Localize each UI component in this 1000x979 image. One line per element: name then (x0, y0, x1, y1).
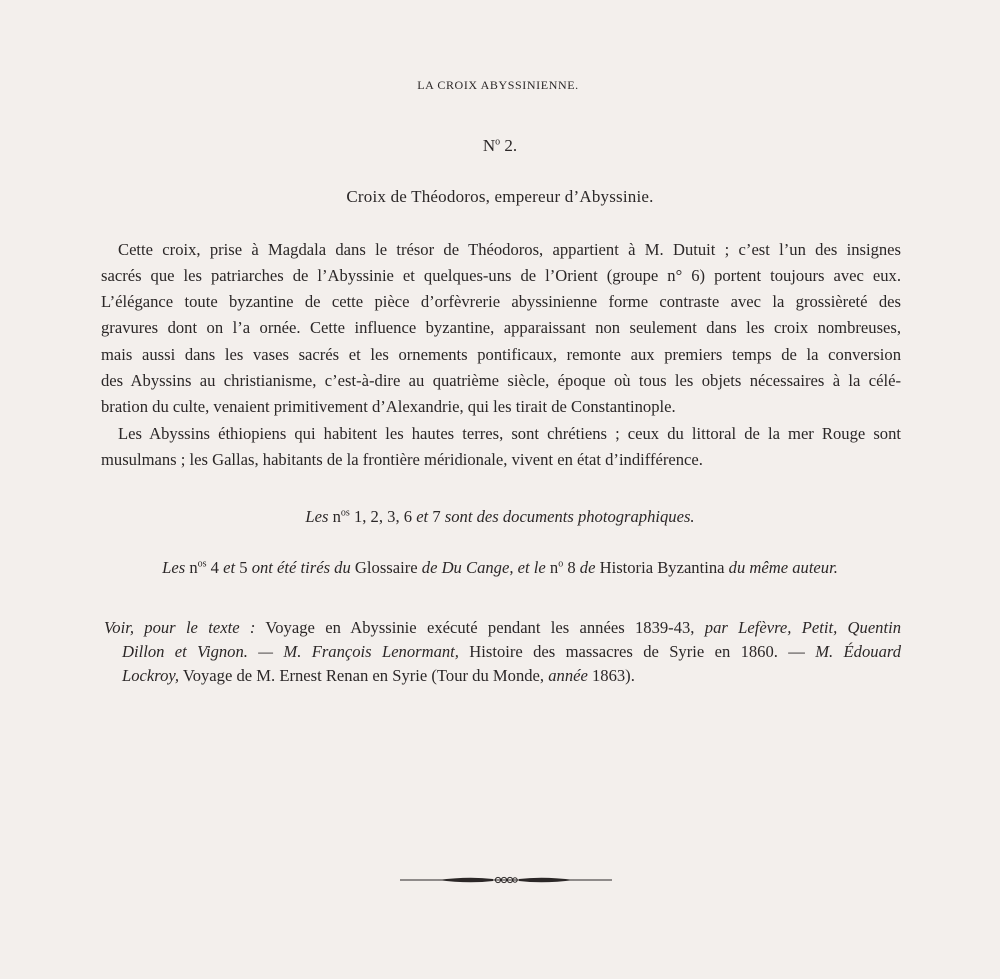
number-prefix: N (482, 136, 496, 155)
italic-text: sont des documents photographiques. (444, 507, 695, 526)
running-header: LA CROIX ABYSSINIENNE. (417, 78, 579, 92)
italic-text: année (548, 666, 588, 685)
italic-text: M. Édouard (815, 642, 901, 661)
plate-title: Croix de Théodoros, empereur d’Abyssinie. (346, 187, 654, 206)
italic-text: et (416, 507, 429, 526)
text-line: musulmans ; les Gallas, habitants de la frontière méridionale, vivent en état d’indifférence. (101, 450, 703, 469)
text-line: Cette croix, prise à Magdala dans le trésor de Théodoros, appartient à M. Dutuit ; c’est l’un des insignes (118, 240, 901, 259)
roman-text: n (332, 507, 341, 526)
roman-text: 8 (563, 558, 580, 577)
roman-text: 5 (235, 558, 252, 577)
plate-number (0, 136, 1000, 156)
roman-text: 1, 2, 3, 6 (349, 507, 417, 526)
ornament-divider-icon (398, 872, 614, 888)
reference-line (122, 666, 901, 686)
italic-text: par Lefèvre, Petit, Quentin (704, 618, 901, 637)
text-line: L’élégance toute byzantine de cette pièce d’orfèvrerie abyssinienne forme contraste avec la grossièreté des (101, 292, 901, 311)
roman-text: Glossaire (350, 558, 422, 577)
superscript: o (558, 558, 564, 570)
number-value: 2. (500, 136, 518, 155)
roman-text: n (189, 558, 198, 577)
roman-text: Histoire des massacres de Syrie en 1860. — (458, 642, 816, 661)
superscript: os (340, 507, 350, 519)
superscript: os (197, 558, 207, 570)
note-du-cange-sources (0, 558, 1000, 578)
text-line: bration du culte, venaient primitivement d’Alexandrie, qui les tirait de Constantinople. (101, 397, 676, 416)
text-line: mais aussi dans les vases sacrés et les ornements pontificaux, remonte aux premiers temps de la conversion (101, 345, 901, 364)
number-superscript: o (495, 136, 501, 148)
italic-text: Voir, pour le texte : (104, 618, 256, 637)
text-line: Les Abyssins éthiopiens qui habitent les hautes terres, sont chrétiens ; ceux du littoral de la mer Rouge sont (118, 424, 901, 443)
text-line: sacrés que les patriarches de l’Abyssinie et quelques-uns de l’Orient (groupe n° 6) portent toujours avec eux. (101, 266, 901, 285)
italic-text: Dillon et Vignon. — M. François Lenormant, (122, 642, 459, 661)
italic-text: du même auteur. (728, 558, 838, 577)
roman-text: 7 (428, 507, 445, 526)
roman-text: 1863). (587, 666, 635, 685)
italic-text: Les (162, 558, 190, 577)
reference-line (104, 618, 901, 638)
reference-line (122, 642, 901, 662)
italic-text: et (223, 558, 236, 577)
italic-text: ont été tirés du (251, 558, 351, 577)
italic-text: de (579, 558, 596, 577)
roman-text: Historia Byzantina (595, 558, 729, 577)
roman-text: Voyage en Abyssinie exécuté pendant les années 1839-43, (255, 618, 705, 637)
text-line: gravures dont on l’a ornée. Cette influence byzantine, apparaissant non seulement dans les croix nombreuses, (101, 318, 901, 337)
note-photographic-sources (0, 507, 1000, 527)
text-line: des Abyssins au christianisme, c’est-à-dire au quatrième siècle, époque où tous les objets nécessaires à la célé- (101, 371, 901, 390)
roman-text: Voyage de M. Ernest Renan en Syrie (Tour du Monde, (179, 666, 549, 685)
italic-text: Les (305, 507, 333, 526)
roman-text: 4 (206, 558, 224, 577)
italic-text: Lockroy, (122, 666, 179, 685)
roman-text: n (545, 558, 559, 577)
italic-text: de Du Cange, et le (421, 558, 546, 577)
